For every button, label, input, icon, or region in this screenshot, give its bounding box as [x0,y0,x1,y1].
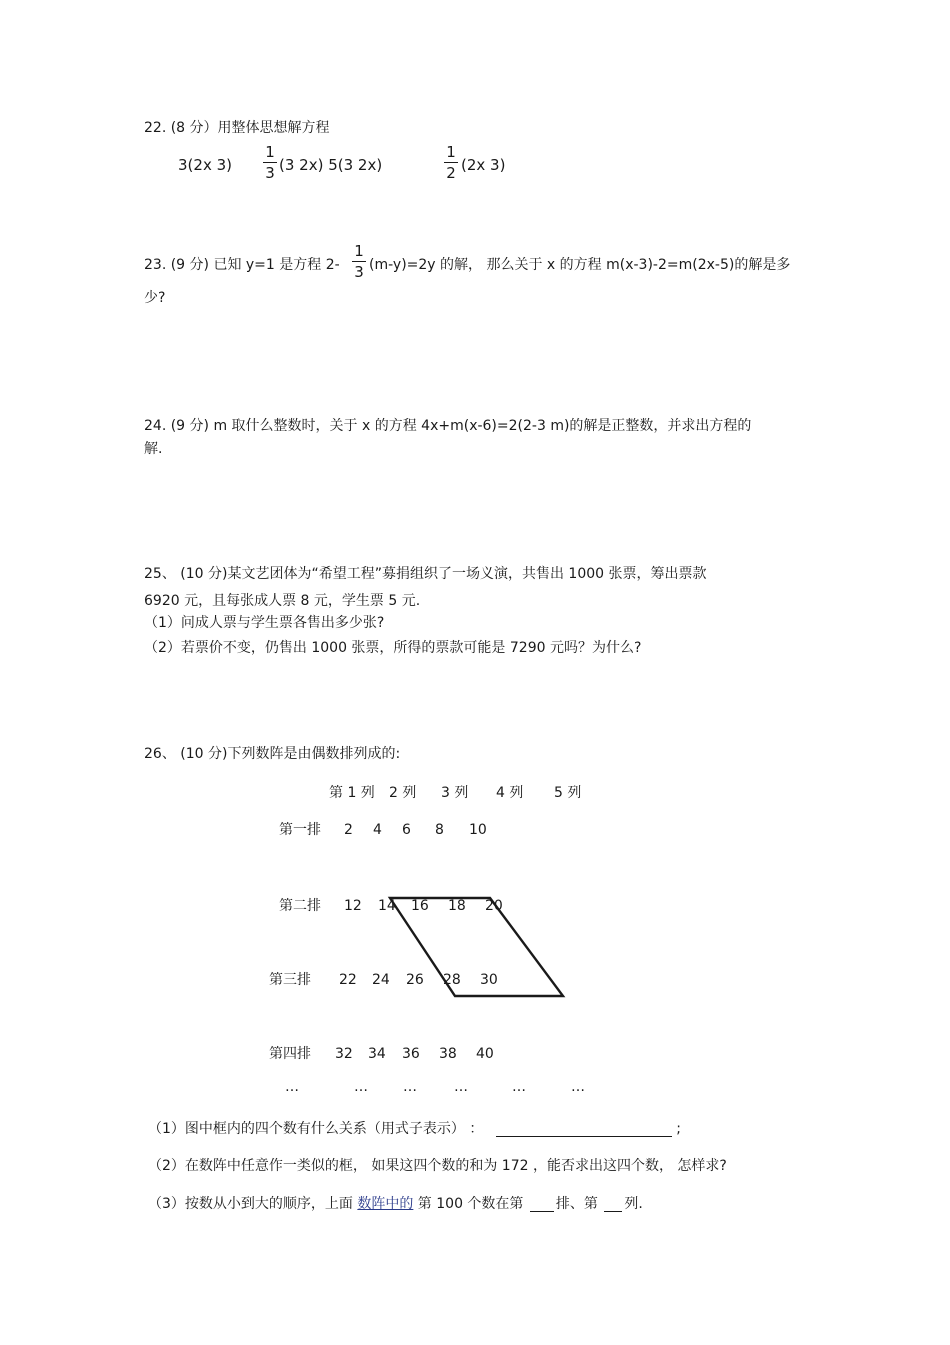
q23-fraction-num: 1 [354,242,364,260]
answer-blank-row[interactable] [530,1197,554,1212]
q22-fraction-2-num: 1 [446,143,456,161]
q22-fraction-2 [444,145,458,181]
cell-1-2: 4 [373,822,382,838]
q23-text-a: 23. (9 分) 已知 y=1 是方程 2- [144,257,340,273]
cell-3-3: 26 [406,972,424,988]
q22-fraction-1-den: 3 [265,164,275,182]
cell-1-3: 6 [402,822,411,838]
q26-sub-1-text: （1）图中框内的四个数有什么关系（用式子表示） ： [148,1121,484,1137]
q26-sub-1 [148,1122,681,1137]
ellipsis-3: … [403,1079,417,1095]
answer-blank-column[interactable] [604,1197,622,1212]
q23-text-b: (m-y)=2y 的解， 那么关于 x 的方程 m(x-3)-2=m(2x-5)的解是多 [369,257,791,273]
cell-4-5: 40 [476,1046,494,1062]
cell-3-5: 30 [480,972,498,988]
cell-1-1: 2 [344,822,353,838]
col-header-3: 3 列 [441,785,469,801]
answer-blank-relation[interactable] [496,1122,672,1137]
col-header-2: 2 列 [389,785,417,801]
cell-4-3: 36 [402,1046,420,1062]
cell-3-2: 24 [372,972,390,988]
q25-sub-2: （2）若票价不变，仍售出 1000 张票，所得的票款可能是 7290 元吗？为什么? [144,640,642,656]
col-header-4: 4 列 [496,785,524,801]
q26-sub-1-end: ; [676,1121,681,1137]
cell-2-3: 16 [411,898,429,914]
q25-sub-1: （1）问成人票与学生票各售出多少张? [144,615,385,631]
q23-text-c: 少? [144,290,166,306]
q24-line-2: 解. [144,441,163,457]
q23-fraction [352,244,366,280]
q26-sub-3-link[interactable]: 数阵中的 [357,1196,414,1212]
q26-intro: 26、 (10 分)下列数阵是由偶数排列成的: [144,746,401,762]
cell-1-5: 10 [469,822,487,838]
ellipsis-4: … [454,1079,468,1095]
q26-sub-3-text-a: （3）按数从小到大的顺序，上面 [148,1196,358,1212]
q25-line-1: 25、 (10 分)某文艺团体为“希望工程”募捐组织了一场义演，共售出 1000 张票，筹出票款 [144,566,707,582]
q26-sub-2: （2）在数阵中任意作一类似的框， 如果这四个数的和为 172 ，能否求出这四个数， 怎样求? [148,1158,727,1174]
row-label-4: 第四排 [269,1046,311,1062]
cell-3-4: 28 [443,972,461,988]
q22-fraction-2-den: 2 [446,164,456,182]
ellipsis-5: … [512,1079,526,1095]
row-label-3: 第三排 [269,972,311,988]
q22-eq-part-c: (2x 3) [461,156,506,174]
cell-4-2: 34 [368,1046,386,1062]
row-label-2: 第二排 [279,898,321,914]
q22-text: 22. (8 分）用整体思想解方程 [144,120,330,136]
q26-sub-3-text-c: 排、第 [555,1196,603,1212]
cell-3-1: 22 [339,972,357,988]
q26-sub-3-text-d: 列. [624,1196,643,1212]
cell-2-5: 20 [485,898,503,914]
q22-fraction-1 [263,145,277,181]
cell-2-1: 12 [344,898,362,914]
q23-fraction-den: 3 [354,263,364,281]
cell-4-1: 32 [335,1046,353,1062]
q26-sub-3 [148,1197,643,1212]
cell-2-4: 18 [448,898,466,914]
row-label-1: 第一排 [279,822,321,838]
q22-eq-part-b: (3 2x) 5(3 2x) [279,156,383,174]
cell-4-4: 38 [439,1046,457,1062]
q25-line-2: 6920 元，且每张成人票 8 元，学生票 5 元. [144,593,421,609]
col-header-5: 5 列 [554,785,582,801]
col-header-1: 第 1 列 [329,785,375,801]
cell-2-2: 14 [378,898,396,914]
ellipsis-2: … [354,1079,368,1095]
q22-eq-part-a: 3(2x 3) [178,156,232,174]
ellipsis-6: … [571,1079,585,1095]
q22-fraction-1-num: 1 [265,143,275,161]
cell-1-4: 8 [435,822,444,838]
q24-line-1: 24. (9 分) m 取什么整数时，关于 x 的方程 4x+m(x-6)=2(2-3 m)的解是正整数，并求出方程的 [144,418,752,434]
q26-sub-3-text-b: 第 100 个数在第 [413,1196,528,1212]
ellipsis-1: … [285,1079,299,1095]
